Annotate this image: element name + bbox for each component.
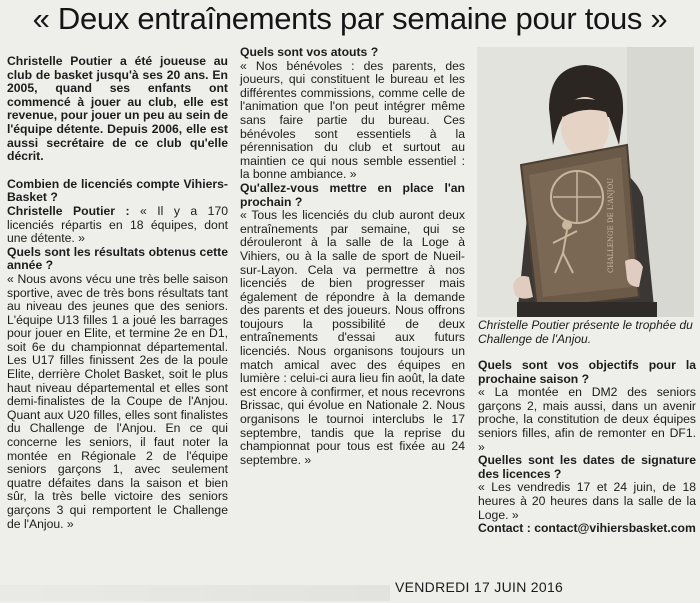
answer-resultats: « Nous avons vécu une très belle saison sportive, avec de très bons résultats tant au niveau des jeunes que des seniors. L'équipe U13 filles 1 a joué les barrages pour jouer en Elite, et termine 2e en D1, soit 6e du championnat départemental. Les U17 filles finissent 2es de la poule Elite, derrière Cholet Basket, soit le plus haut niveau départemental et elles sont demi-finalistes de la Coupe de l'Anjou. Quant aux U20 filles, elles sont finalistes du Challenge de l'Anjou. En ce qui concerne les seniors, il faut noter la montée en Régionale 2 de l'équipe seniors garçons 1, avec seulement quatre défaites dans la saison et bien sûr, la très belle victoire des seniors garçons 3 qui remportent le Challenge de l'Anjou. » xyxy=(7,271,228,531)
column-1 xyxy=(7,55,228,531)
question-atouts: Quels sont vos atouts ? xyxy=(240,45,379,59)
answer-objectifs: « La montée en DM2 des seniors garçons 2, mais aussi, dans un avenir proche, la constitution de deux équipes seniors filles, afin de remonter en DF1. » xyxy=(478,385,696,454)
bleed-through-area xyxy=(0,585,390,601)
question-resultats: Quels sont les résultats obtenus cette année ? xyxy=(7,244,228,273)
question-dates-licences: Quelles sont les dates de signature des licences ? xyxy=(478,453,696,481)
contact-line: Contact : contact@vihiersbasket.com xyxy=(478,521,696,536)
trophy-inscription: CHALLENGE DE L'ANJOU xyxy=(607,177,615,273)
answer-licencies-text: « Il y a 170 licenciés répartis en 18 équipes, dont une détente. » xyxy=(7,203,229,246)
answer-dates-licences: « Les vendredis 17 et 24 juin, de 18 heures à 20 heures dans la salle de la Loge. » xyxy=(478,480,696,522)
photo-illustration xyxy=(477,47,694,317)
speaker-name: Christelle Poutier : xyxy=(7,203,130,218)
column-3 xyxy=(478,359,696,536)
answer-an-prochain: « Tous les licenciés du club auront deux entraînements par semaine, qui se dérouleront à la salle de la Loge à Vihiers, ou à la salle de sport de Nueil-sur-Layon. Cela va permettre à nos licenciés de bien progresser mais également de répondre à la demande des parents et des joueurs. Nous offrons toujours la possibilité de deux entraînements d'essai aux futurs licenciés. Nous organisons toujours un match amical avec des équipes en lumière : celui-ci aura lieu fin août, la date est encore à confirmer, et nous recevrons Brissac, qui évolue en Nationale 2. Nous organisons le tournoi interclubs le 17 septembre, tandis que la reprise du championnat pour tous est fixée au 24 septembre. » xyxy=(240,208,465,467)
question-an-prochain: Qu'allez-vous mettre en place l'an prochain ? xyxy=(240,180,465,209)
answer-licencies xyxy=(7,205,228,246)
question-licencies: Combien de licenciés compte Vihiers-Basket ? xyxy=(7,176,228,205)
headline: « Deux entraînements par semaine pour tous » xyxy=(32,1,668,36)
issue-dateline: VENDREDI 17 JUIN 2016 xyxy=(395,579,564,595)
photo-christelle-poutier xyxy=(477,47,694,317)
photo-caption: Christelle Poutier présente le trophée du Challenge de l'Anjou. xyxy=(478,318,693,346)
question-objectifs: Quels sont vos objectifs pour la prochaine saison ? xyxy=(478,358,696,386)
column-2 xyxy=(240,46,465,467)
answer-atouts: « Nos bénévoles : des parents, des joueurs, qui constituent le bureau et les différentes commissions, comme celle de l'animation que l'on peut intégrer même sans faire partie du bureau. Ces bénévoles sont essentiels à la pérennisation du club et surtout au maintien ce qui nous semble essentiel : la bonne ambiance. » xyxy=(240,58,465,182)
intro-paragraph: Christelle Poutier a été joueuse au club de basket jusqu'à ses 20 ans. En 2005, quand ses enfants ont commencé à jouer au club, elle est revenue, pour jouer un peu au sein de l'équipe détente. Depuis 2006, elle est aussi secrétaire de ce club qu'elle décrit. xyxy=(7,54,228,164)
